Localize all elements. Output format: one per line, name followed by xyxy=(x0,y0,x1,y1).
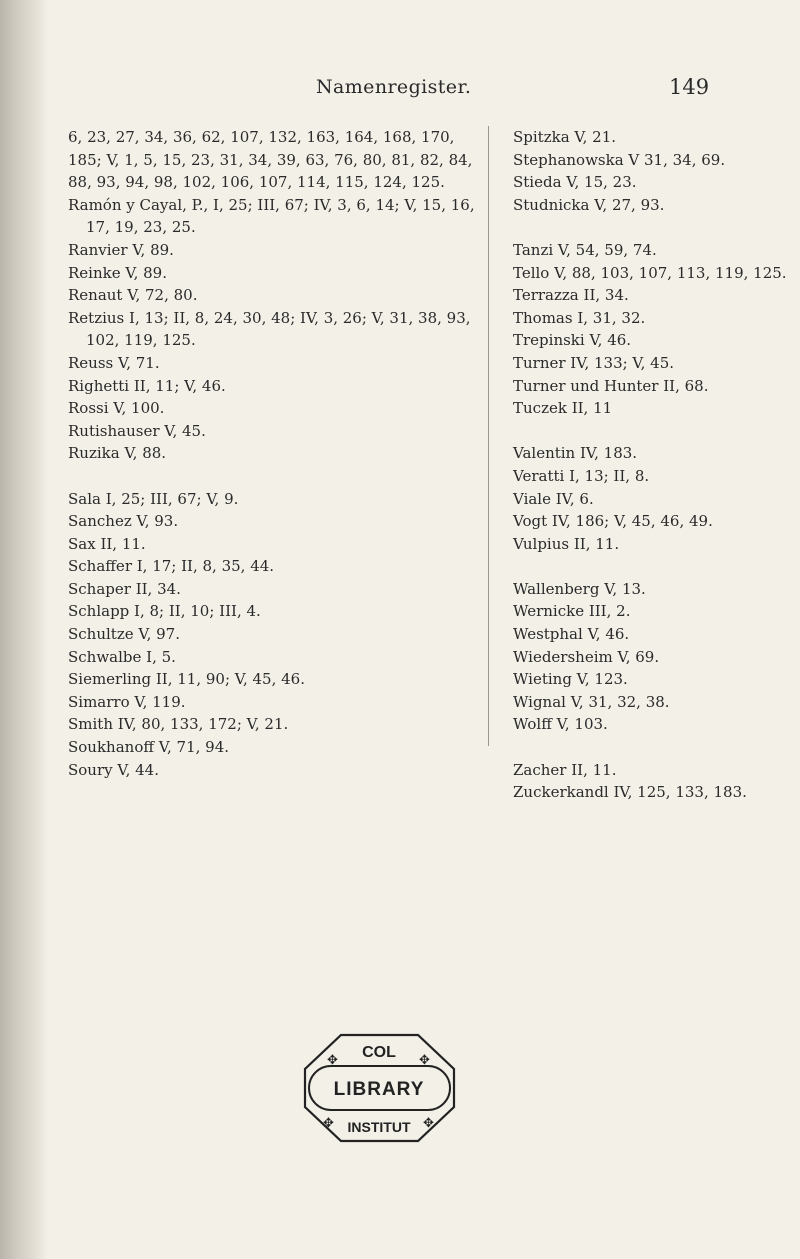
index-entry: Reinke V, 89. xyxy=(68,263,167,282)
index-entry: Valentin IV, 183. xyxy=(513,444,638,463)
index-entry: Righetti II, 11; V, 46. xyxy=(68,376,226,395)
index-entry: Stieda V, 15, 23. xyxy=(513,173,637,192)
index-entry: Wallenberg V, 13. xyxy=(513,579,646,598)
index-entry: Rutishauser V, 45. xyxy=(68,421,206,440)
page-number: 149 xyxy=(669,75,710,99)
index-entry: Sax II, 11. xyxy=(68,534,146,553)
section-gap xyxy=(68,465,478,488)
index-entry: Simarro V, 119. xyxy=(68,692,186,711)
index-entry: Soukhanoff V, 71, 94. xyxy=(68,738,230,757)
library-stamp xyxy=(301,1031,458,1145)
section-gap xyxy=(513,736,800,759)
section-gap xyxy=(513,555,800,578)
index-entry: Tuczek II, 11 xyxy=(513,399,613,418)
index-entry: Siemerling II, 11, 90; V, 45, 46. xyxy=(68,670,305,689)
index-entry: Schaffer I, 17; II, 8, 35, 44. xyxy=(68,557,275,576)
index-entry: Schwalbe I, 5. xyxy=(68,647,176,666)
svg-text:✥: ✥ xyxy=(327,1053,338,1068)
section-gap xyxy=(513,216,800,239)
index-entry: Ruzika V, 88. xyxy=(68,444,167,463)
section-gap xyxy=(513,420,800,443)
index-entry: Renaut V, 72, 80. xyxy=(68,286,198,305)
index-column-left xyxy=(68,126,478,781)
index-entry: Westphal V, 46. xyxy=(513,625,630,644)
index-entry: Retzius I, 13; II, 8, 24, 30, 48; IV, 3, 26; V, 31, 38, 93, 102, 119, 125. xyxy=(68,308,471,350)
stamp-label: LIBRARY xyxy=(333,1079,425,1100)
page-gutter-shadow xyxy=(0,0,48,1259)
index-entry: Vogt IV, 186; V, 45, 46, 49. xyxy=(513,512,713,531)
index-entry: 6, 23, 27, 34, 36, 62, 107, 132, 163, 164, 168, 170, 185; V, 1, 5, 15, 23, 31, 34, 39, 63, 76, 80, 81, 82, 84, 88, 93, 94, 98, 102, 106, 107, 114, 115, 124, 125. xyxy=(68,128,473,192)
index-entry: Ramón y Cayal, P., I, 25; III, 67; IV, 3, 6, 14; V, 15, 16, 17, 19, 23, 25. xyxy=(68,195,475,237)
index-entry: Zuckerkandl IV, 125, 133, 183. xyxy=(513,783,747,802)
index-entry: Tello V, 88, 103, 107, 113, 119, 125. xyxy=(513,263,787,282)
index-entry: Stephanowska V 31, 34, 69. xyxy=(513,150,726,169)
index-entry: Turner IV, 133; V, 45. xyxy=(513,353,675,372)
index-entry: Soury V, 44. xyxy=(68,760,159,779)
index-entry: Viale IV, 6. xyxy=(513,489,594,508)
index-entry: Wiedersheim V, 69. xyxy=(513,647,660,666)
index-entry: Wernicke III, 2. xyxy=(513,602,631,621)
stamp-arc-bottom: INSTITUT xyxy=(347,1119,411,1135)
index-entry: Studnicka V, 27, 93. xyxy=(513,195,665,214)
index-entry: Trepinski V, 46. xyxy=(513,331,632,350)
index-entry: Schlapp I, 8; II, 10; III, 4. xyxy=(68,602,261,621)
index-entry: Schaper II, 34. xyxy=(68,579,181,598)
column-divider xyxy=(488,126,489,746)
index-column-right xyxy=(513,126,800,804)
index-entry: Rossi V, 100. xyxy=(68,399,165,418)
index-entry: Tanzi V, 54, 59, 74. xyxy=(513,240,657,259)
page-title: Namenregister. xyxy=(316,76,472,98)
stamp-arc-top: COL xyxy=(362,1044,396,1061)
index-entry: Thomas I, 31, 32. xyxy=(513,308,646,327)
index-entry: Terrazza II, 34. xyxy=(513,286,629,305)
page-header xyxy=(0,76,800,106)
index-entry: Sala I, 25; III, 67; V, 9. xyxy=(68,489,239,508)
index-entry: Wignal V, 31, 32, 38. xyxy=(513,692,670,711)
index-entry: Zacher II, 11. xyxy=(513,760,617,779)
index-entry: Vulpius II, 11. xyxy=(513,534,620,553)
index-entry: Veratti I, 13; II, 8. xyxy=(513,466,650,485)
svg-text:✥: ✥ xyxy=(419,1053,430,1068)
index-entry: Sanchez V, 93. xyxy=(68,512,179,531)
index-entry: Wieting V, 123. xyxy=(513,670,628,689)
index-entry: Turner und Hunter II, 68. xyxy=(513,376,709,395)
index-entry: Ranvier V, 89. xyxy=(68,240,174,259)
svg-text:✥: ✥ xyxy=(323,1116,334,1131)
index-entry: Wolff V, 103. xyxy=(513,715,608,734)
index-entry: Spitzka V, 21. xyxy=(513,128,617,146)
index-entry: Schultze V, 97. xyxy=(68,625,180,644)
svg-text:✥: ✥ xyxy=(423,1116,434,1131)
index-entry: Reuss V, 71. xyxy=(68,353,160,372)
index-entry: Smith IV, 80, 133, 172; V, 21. xyxy=(68,715,289,734)
